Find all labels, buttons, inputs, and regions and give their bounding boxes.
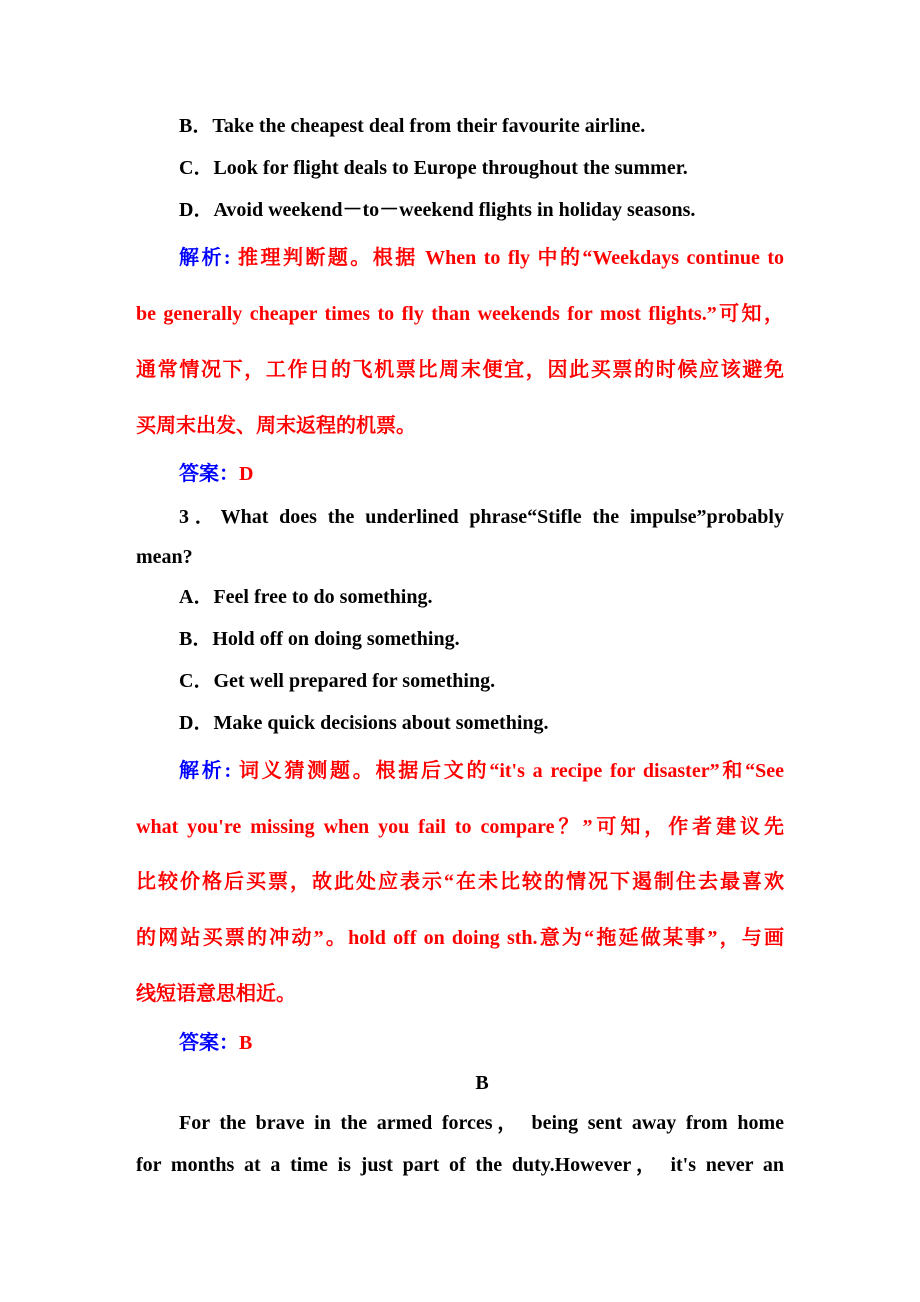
passage-line: for months at a time is just part of the duty.However， it's never an xyxy=(136,1154,784,1176)
q2-analysis-line: 解析: 推理判断题。根据 When to fly 中的“Weekdays continue to xyxy=(179,247,784,269)
q3-analysis-line: what you're missing when you fail to compare？”可知，作者建议先 xyxy=(136,816,784,838)
q2-option-b: B．Take the cheapest deal from their favourite airline. xyxy=(179,115,646,137)
q3-question: 3．What does the underlined phrase“Stifle the impulse”probably xyxy=(179,506,784,528)
q2-answer: 答案：D xyxy=(179,463,254,485)
q3-analysis-line: 的网站买票的冲动”。hold off on doing sth.意为“拖延做某事”，与画 xyxy=(136,927,784,949)
q3-option-c: C．Get well prepared for something. xyxy=(179,670,496,692)
q3-analysis-line: 线短语意思相近。 xyxy=(136,983,296,1005)
q2-analysis-line: 买周末出发、周末返程的机票。 xyxy=(136,415,416,437)
q3-option-d: D．Make quick decisions about something. xyxy=(179,712,549,734)
q2-option-d: D．Avoid weekend－to－weekend flights in holiday seasons. xyxy=(179,199,696,221)
q2-analysis-line: be generally cheaper times to fly than weekends for most flights.”可知， xyxy=(136,303,784,325)
q3-option-b: B．Hold off on doing something. xyxy=(179,628,460,650)
q2-analysis-line: 通常情况下，工作日的飞机票比周末便宜，因此买票的时候应该避免 xyxy=(136,359,784,381)
q2-option-c: C．Look for flight deals to Europe throughout the summer. xyxy=(179,157,688,179)
analysis-label: 解析: xyxy=(179,247,231,269)
q3-option-a: A．Feel free to do something. xyxy=(179,586,433,608)
q3-question-cont: mean? xyxy=(136,546,193,568)
passage-line: For the brave in the armed forces， being sent away from home xyxy=(179,1112,784,1134)
q3-answer: 答案：B xyxy=(179,1032,253,1054)
q3-analysis-line: 比较价格后买票，故此处应表示“在未比较的情况下遏制住去最喜欢 xyxy=(136,871,784,893)
q3-analysis-line: 解析: 词义猜测题。根据后文的“it's a recipe for disaster”和“See xyxy=(179,760,784,782)
passage-heading: B xyxy=(475,1072,489,1094)
